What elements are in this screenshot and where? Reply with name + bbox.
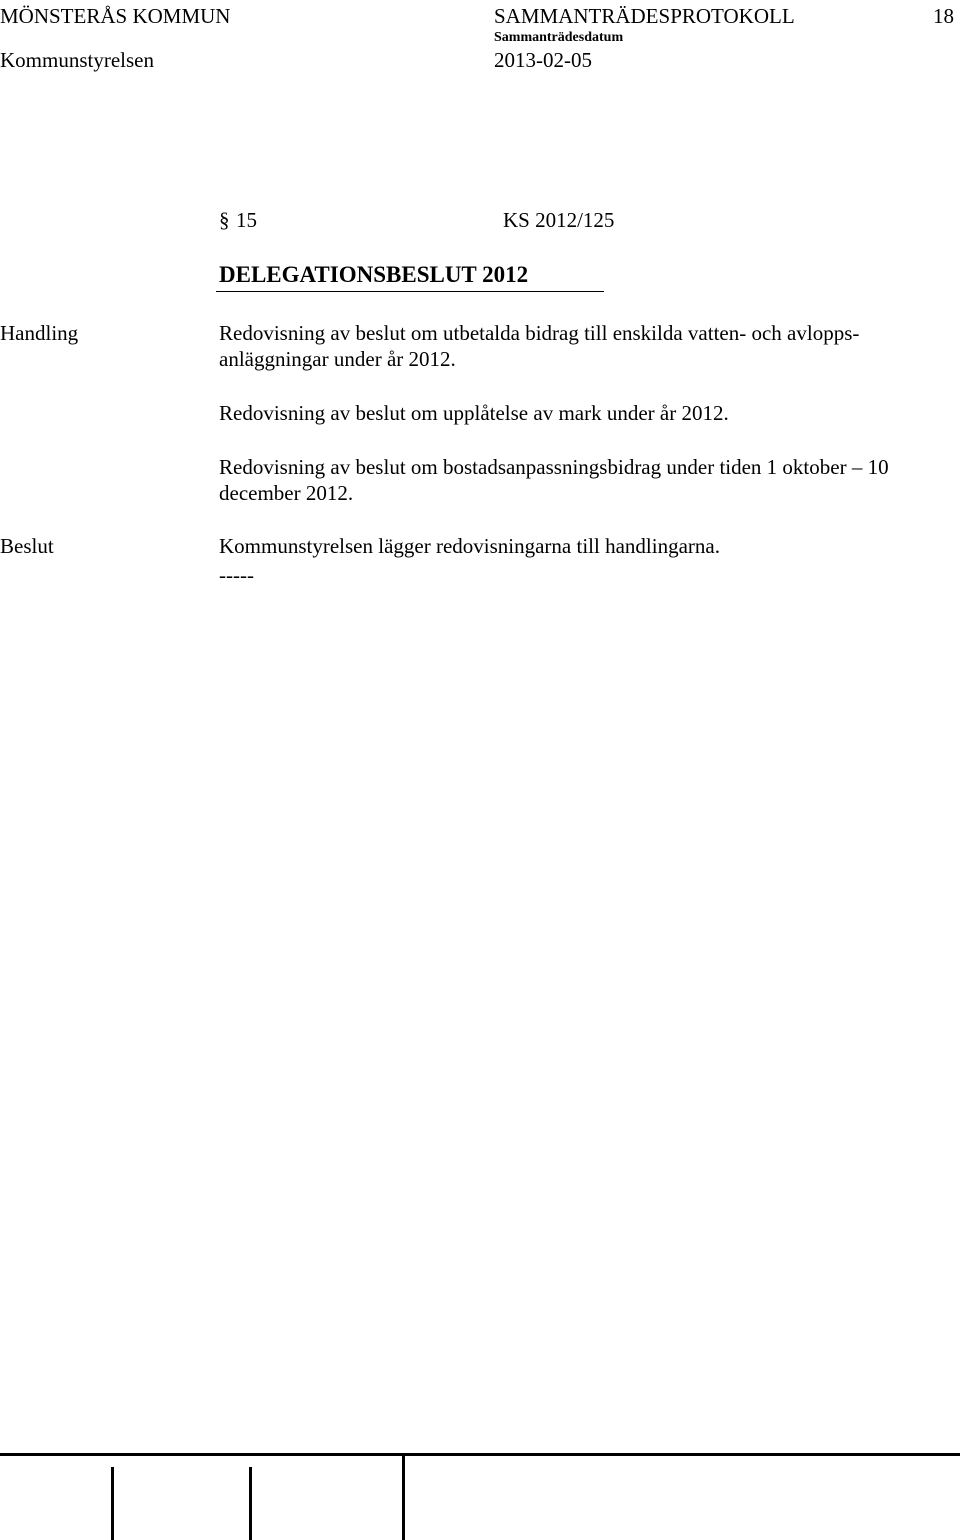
handling-paragraph-1: Redovisning av beslut om utbetalda bidrag till enskilda vatten- och avlopps-anläggningar under år 2012. — [219, 321, 860, 371]
meeting-date-label: Sammanträdesdatum — [494, 30, 624, 45]
footer-rule — [0, 1453, 960, 1456]
title-underline — [216, 291, 604, 292]
handling-paragraph-3: Redovisning av beslut om bostadsanpassningsbidrag under tiden 1 oktober – 10 december 2012. — [219, 455, 889, 505]
section-symbol: § — [219, 208, 230, 232]
item-title: DELEGATIONSBESLUT 2012 — [219, 262, 529, 287]
beslut-text: Kommunstyrelsen lägger redovisningarna till handlingarna. — [219, 534, 720, 558]
end-marker: ----- — [219, 563, 254, 587]
board-name: Kommunstyrelsen — [0, 48, 154, 72]
handling-paragraph-2: Redovisning av beslut om upplåtelse av mark under år 2012. — [219, 401, 729, 425]
case-number: KS 2012/125 — [503, 208, 615, 232]
signature-divider-1 — [111, 1467, 114, 1540]
meeting-date: 2013-02-05 — [494, 48, 592, 72]
section-number: 15 — [236, 208, 257, 232]
document-type: SAMMANTRÄDESPROTOKOLL — [494, 4, 795, 28]
handling-label: Handling — [0, 321, 79, 345]
beslut-label: Beslut — [0, 534, 54, 558]
signature-divider-3 — [402, 1455, 405, 1540]
signature-divider-2 — [249, 1467, 252, 1540]
page-number: 18 — [933, 4, 954, 28]
municipality-name: MÖNSTERÅS KOMMUN — [0, 4, 231, 28]
